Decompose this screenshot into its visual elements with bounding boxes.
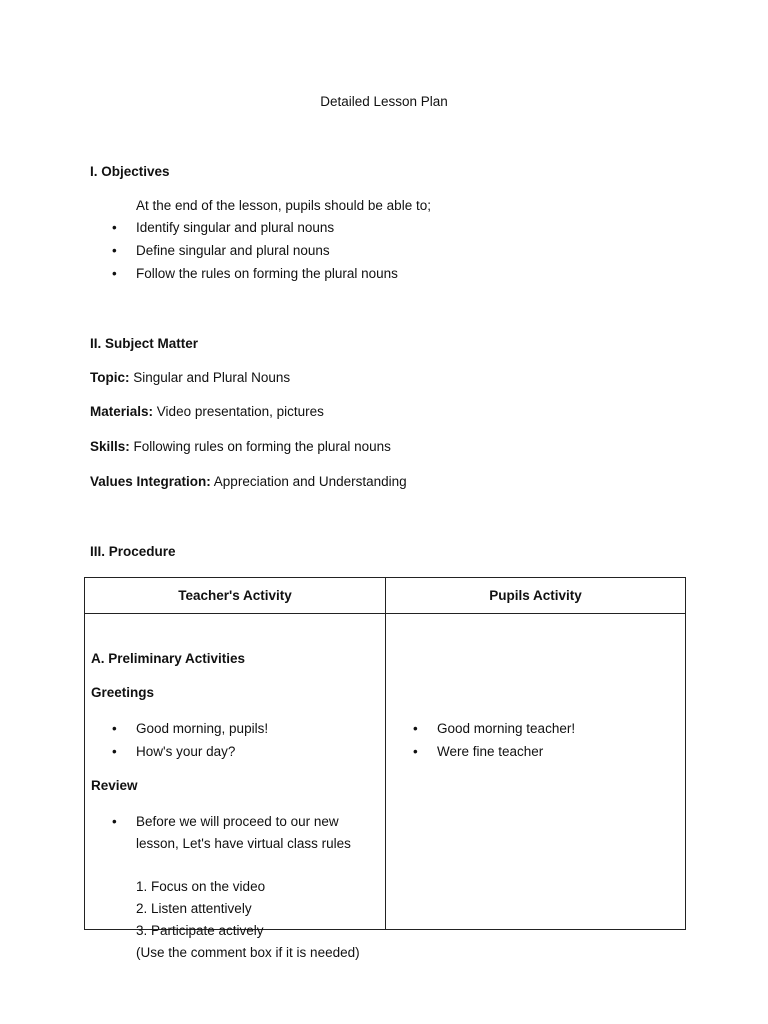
teacher-greeting-text: How's your day?: [136, 744, 236, 759]
topic-label: Topic:: [90, 370, 130, 385]
topic-field: [90, 370, 290, 385]
greetings-heading: Greetings: [91, 685, 155, 700]
objective-text: Identify singular and plural nouns: [136, 220, 335, 235]
pupils-activity-cell: [386, 614, 686, 930]
objectives-intro: At the end of the lesson, pupils should be able to;: [136, 198, 431, 213]
list-item: [112, 266, 398, 281]
table-header-row: [85, 578, 686, 614]
procedure-heading: III. Procedure: [90, 544, 176, 559]
skills-field: [90, 439, 391, 454]
bullet-icon: •: [112, 220, 117, 235]
bullet-icon: •: [112, 721, 117, 736]
bullet-icon: •: [413, 744, 418, 759]
values-label: Values Integration:: [90, 474, 211, 489]
bullet-icon: •: [112, 243, 117, 258]
pupils-activity-header: Pupils Activity: [386, 578, 686, 614]
values-field: [90, 474, 407, 489]
teacher-activity-cell: [85, 614, 386, 960]
topic-value: Singular and Plural Nouns: [133, 370, 291, 385]
teacher-activity-header: Teacher's Activity: [85, 578, 386, 614]
values-value: Appreciation and Understanding: [213, 474, 407, 489]
objective-text: Define singular and plural nouns: [136, 243, 330, 258]
procedure-table: [84, 577, 686, 960]
pupil-greeting-text: Were fine teacher: [437, 744, 544, 759]
materials-field: [90, 404, 324, 419]
skills-label: Skills:: [90, 439, 130, 454]
document-title: Detailed Lesson Plan: [320, 94, 448, 109]
objectives-heading: I. Objectives: [90, 164, 170, 179]
teacher-greeting-text: Good morning, pupils!: [136, 721, 269, 736]
review-heading: Review: [91, 778, 138, 793]
materials-label: Materials:: [90, 404, 154, 419]
rule-item: 2. Listen attentively: [136, 901, 252, 916]
rule-note: (Use the comment box if it is needed): [136, 945, 360, 960]
objective-text: Follow the rules on forming the plural nouns: [136, 266, 398, 281]
pupil-greeting-text: Good morning teacher!: [437, 721, 576, 736]
review-text-line: lesson, Let's have virtual class rules: [136, 836, 351, 851]
review-text-line: Before we will proceed to our new: [136, 814, 339, 829]
subject-matter-heading: II. Subject Matter: [90, 336, 199, 351]
list-item: [112, 220, 334, 235]
materials-value: Video presentation, pictures: [156, 404, 324, 419]
preliminary-activities-heading: A. Preliminary Activities: [91, 651, 246, 666]
rule-item: 3. Participate actively: [136, 923, 264, 938]
bullet-icon: •: [112, 814, 117, 829]
rule-item: 1. Focus on the video: [136, 879, 266, 894]
skills-value: Following rules on forming the plural nouns: [133, 439, 391, 454]
list-item: [112, 243, 330, 258]
bullet-icon: •: [112, 744, 117, 759]
bullet-icon: •: [413, 721, 418, 736]
bullet-icon: •: [112, 266, 117, 281]
table-row: [85, 614, 686, 930]
